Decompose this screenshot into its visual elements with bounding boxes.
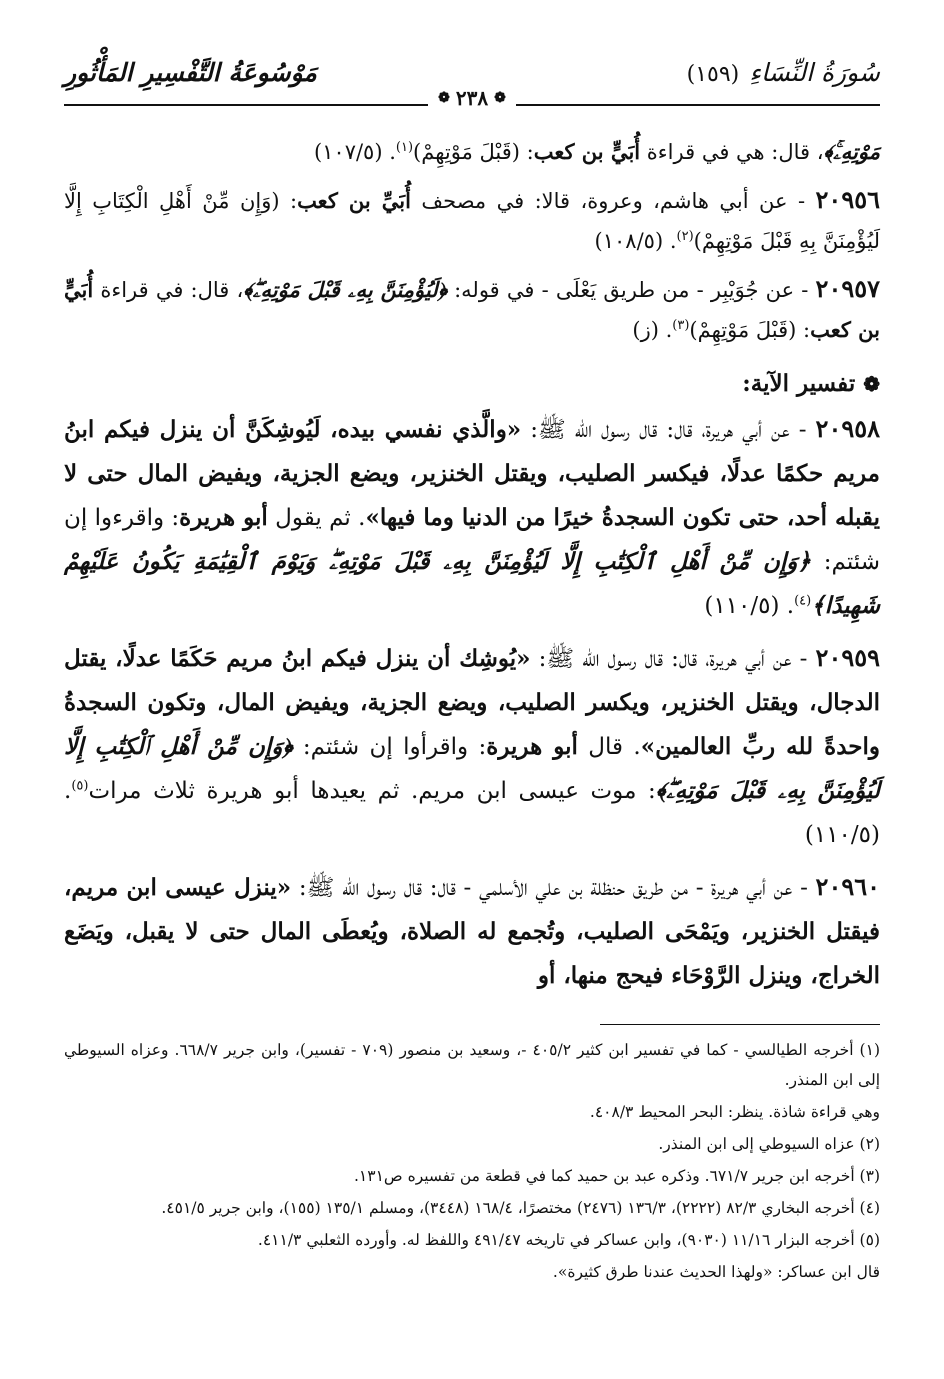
footnote-marker[interactable]: (٢) (676, 229, 694, 244)
footnote-1: (١) أخرجه الطيالسي - كما في تفسير ابن كثير ٤٠٥/٢ -، وسعيد بن منصور (٧٠٩ - تفسير)، وابن جرير ٦٦٨/٧. وعزاه السيوطي إلى ابن المنذر. (64, 1041, 880, 1089)
flower-ornament-icon: ❁ (863, 371, 880, 396)
section-heading (64, 370, 880, 397)
footnote-4: (٤) أخرجه البخاري ٨٢/٣ (٢٢٢٢)، ١٣٦/٣ (٢٤٧٦) مختصرًا، ١٦٨/٤ (٣٤٤٨)، ومسلم ١٣٥/١ (١٥٥)، وابن جرير ٤٥١/٥. (161, 1199, 880, 1217)
footnote-marker[interactable]: (٣) (672, 318, 690, 333)
narration-20956 (64, 180, 880, 261)
footnote-5: (٥) أخرجه البزار ١١/١٦ (٩٠٣٠)، وابن عساكر في تاريخه ٤٩١/٤٧ واللفظ له. وأورده الثعلبي ٤١١/٣. (257, 1231, 880, 1249)
quran-quote: ﴿وَإِن مِّنْ أَهْلِ ٱلْكِتَٰبِ إِلَّا لَيُؤْمِنَنَّ بِهِۦ قَبْلَ مَوْتِهِۦۖ﴾ (64, 733, 881, 804)
text: - عن أبي هريرة، قال: قال رسول الله ﷺ: (521, 417, 816, 443)
hadith-text: «والَّذي نفسي بيده، لَيُوشِكَنَّ أن ينزل فيكم ابنُ مريم حكمًا عدلًا، فيكسر الصليب، ويقتل الخنزير، ويضع الجزية، ويفيض المال حتى لا يقبله أحد، حتى تكون السجدةُ خيرًا من الدنيا وما فيها» (64, 416, 880, 531)
text: ، قال: هي في قراءة (640, 140, 824, 164)
narrator-name: أُبَيٍّ بن كعب (64, 277, 880, 342)
text: : (وَإِن مِّنْ أَهْلِ الْكِتَابِ إِلَّا لَيُؤْمِنَنَّ بِهِ قَبْلَ مَوْتِهِمْ) (64, 189, 880, 253)
quran-quote: مَوْتِهِۦۚ﴾ (823, 139, 880, 164)
narration-20957 (64, 269, 880, 350)
text: . قال (577, 734, 641, 760)
narration-20959 (64, 636, 880, 857)
page-number-box (428, 86, 516, 110)
narration-number: ٢٠٩٥٧ (815, 274, 880, 303)
text: - عن أبي هريرة، قال: قال رسول الله ﷺ: (530, 646, 816, 672)
text: - عن أبي هريرة - من طريق حنظلة بن علي الأسلمي - قال: قال رسول الله ﷺ: (291, 875, 816, 901)
surah-verse-number: (١٥٩) (686, 61, 740, 87)
narrator-name: أبو هريرة (486, 733, 578, 760)
text: - عن أبي هاشم، وعروة، قالا: في مصحف (410, 189, 816, 213)
volume-reference: . (١١٠/٥) (64, 778, 880, 848)
text: : واقرأوا إن شئتم: (292, 734, 487, 760)
volume-reference: . (١١٠/٥) (704, 593, 795, 619)
text: : (قَبْلَ مَوْتِهِمْ) (689, 318, 811, 342)
text: : موت عيسى ابن مريم. ثم يعيدها أبو هريرة ثلاث مرات (88, 778, 656, 804)
narration-20960 (64, 865, 880, 998)
quran-quote: ﴿وَإِن مِّنْ أَهْلِ ٱلْكِتَٰبِ إِلَّا لَيُؤْمِنَنَّ بِهِۦ قَبْلَ مَوْتِهِۦۖ وَيَوْمَ ٱلْقِيَٰمَةِ يَكُونُ عَلَيْهِمْ شَهِيدًا﴾ (64, 548, 880, 619)
page-content (64, 132, 880, 1287)
footnote-marker[interactable]: (١) (395, 140, 414, 155)
hadith-text: «يُوشِك أن ينزل فيكم ابنُ مريم حَكَمًا عدلًا، يقتل الدجال، ويقتل الخنزير، ويكسر الصليب، ويضع الجزية، ويفيض المال، وتكون السجدةُ واحدةً لله ربِّ العالمين» (64, 645, 881, 760)
narration-number: ٢٠٩٥٩ (815, 643, 880, 672)
footnote-marker[interactable]: (٥) (71, 778, 89, 794)
footnotes (64, 1035, 880, 1287)
ornament-icon: ❁ (438, 90, 450, 106)
footnote-5-note: قال ابن عساكر: «ولهذا الحديث عندنا طرق كثيرة». (552, 1263, 880, 1281)
text: ، قال: في قراءة (93, 278, 244, 302)
ornament-icon: ❁ (494, 90, 506, 106)
page-header (64, 48, 880, 110)
text: : واقرءوا إن شئتم: (64, 505, 880, 575)
footnote-2: (٢) عزاه السيوطي إلى ابن المنذر. (658, 1135, 880, 1153)
narrator-name: أُبَيِّ بن كعب (297, 188, 411, 213)
surah-header (687, 58, 880, 87)
narrator-name: أُبَيٍّ بن كعب (533, 139, 641, 164)
text: : (قَبْلَ مَوْتِهِمْ) (413, 140, 534, 164)
volume-reference: . (ز) (632, 318, 673, 342)
narration-20958 (64, 407, 880, 628)
book-title: مَوْسُوعَةُ التَّفْسِيرِ المَأْثُورِ (64, 57, 317, 87)
page-number: ٢٣٨ (455, 86, 489, 110)
narration-number: ٢٠٩٥٦ (815, 185, 880, 214)
footnote-marker[interactable]: (٤) (794, 593, 812, 609)
narration-number: ٢٠٩٥٨ (815, 414, 880, 443)
narrator-name: أبو هريرة (179, 504, 268, 531)
book-page (64, 48, 880, 1289)
text: - عن جُوَيْبِر - من طريق يَعْلَى - في قوله: (446, 278, 816, 302)
paragraph-continuation (64, 132, 880, 172)
surah-name: سُورَةُ النِّسَاءِ (749, 57, 880, 87)
footnote-1-note: وهي قراءة شاذة. ينظر: البحر المحيط ٤٠٨/٣. (589, 1103, 880, 1121)
text: . ثم يقول (267, 505, 366, 531)
section-title: تفسير الآية: (742, 370, 856, 397)
footnote-3: (٣) أخرجه ابن جرير ٦٧١/٧. وذكره عبد بن حميد كما في قطعة من تفسيره ص١٣١. (353, 1167, 880, 1185)
footnote-divider (600, 1024, 880, 1025)
narration-number: ٢٠٩٦٠ (815, 872, 880, 901)
volume-reference: . (١٠٨/٥) (594, 229, 677, 253)
quran-quote: ﴿لَيُؤْمِنَنَّ بِهِۦ قَبْلَ مَوْتِهِۦۖ﴾ (243, 277, 447, 302)
volume-reference: . (١٠٧/٥) (313, 140, 396, 164)
hadith-text: «ينزل عيسى ابن مريم، فيقتل الخنزير، ويَمْحَى الصليب، وتُجمع له الصلاة، ويُعطَى المال حتى لا يقبل، ويَضَع الخراج، وينزل الرَّوْحَاء فيحج منها، أو (64, 874, 880, 989)
